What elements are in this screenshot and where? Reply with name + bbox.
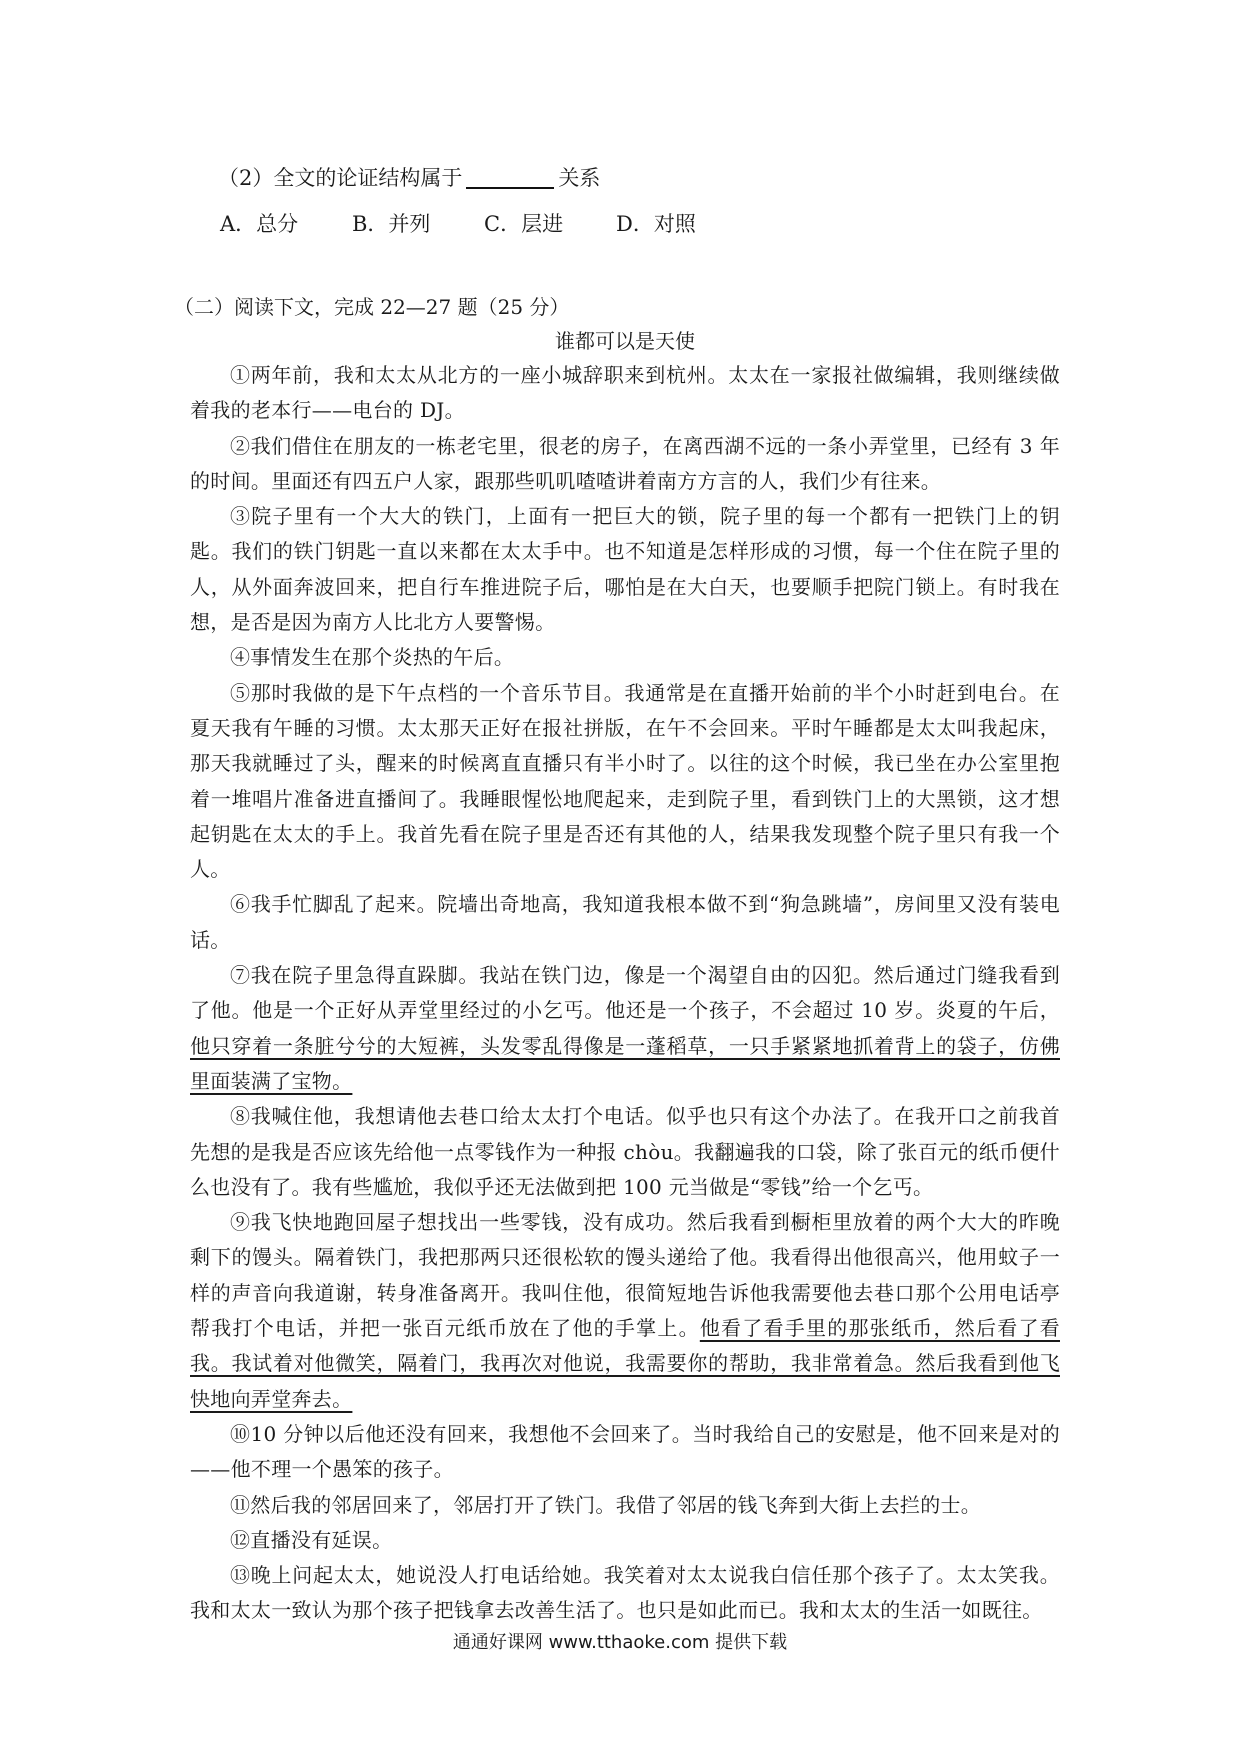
paragraph-text: ⑪然后我的邻居回来了，邻居打开了铁门。我借了邻居的钱飞奔到大街上去拦的士。: [230, 1492, 982, 1517]
paragraph-text: ⑧我喊住他，我想请他去巷口给太太打个电话。似乎也只有这个办法了。在我开口之前我首先想的是我是否应该先给他一点零钱作为一种报 chòu。我翻遍我的口袋，除了张百元的纸币便什么也没有了。我有些尴尬，我似乎还无法做到把 100 元当做是“零钱”给一个乞丐。: [190, 1104, 1060, 1199]
reading-section: [174, 290, 1060, 1629]
paragraph-text: ⑥我手忙脚乱了起来。院墙出奇地高，我知道我根本做不到“狗急跳墙”，房间里又没有装电话。: [190, 892, 1060, 952]
paragraph-text: ②我们借住在朋友的一栋老宅里，很老的房子，在离西湖不远的一条小弄堂里，已经有 3 年的时间。里面还有四五户人家，跟那些叽叽喳喳讲着南方方言的人，我们少有往来。: [190, 433, 1060, 493]
paragraph-text: ⑩10 分钟以后他还没有回来，我想他不会回来了。当时我给自己的安慰是，他不回来是对的——他不理一个愚笨的孩子。: [190, 1421, 1060, 1482]
article-paragraph: [190, 640, 1060, 675]
article-paragraph: [190, 1523, 1060, 1558]
section-heading: （二）阅读下文，完成 22—27 题（25 分）: [174, 295, 570, 319]
article-paragraph: [190, 358, 1060, 429]
option-b: B．并列: [352, 212, 431, 236]
underlined-sentence: 他看了看手里的那张纸币，然后看了看我。我试着对他微笑，隔着门，我再次对他说，我需要你的帮助，我非常着急。然后我看到他飞快地向弄堂奔去。: [190, 1316, 1060, 1411]
question-2-stem: [190, 160, 1060, 196]
paragraph-text: ⑫直播没有延误。: [230, 1527, 393, 1552]
article-paragraph: [190, 676, 1060, 888]
question-2-suffix: 关系: [558, 166, 601, 190]
article-paragraph: [190, 1099, 1060, 1205]
footer-credit: 通通好课网 www.tthaoke.com 提供下载: [452, 1632, 788, 1653]
article-paragraph: [190, 1488, 1060, 1523]
article-body: [190, 358, 1060, 1629]
answer-blank: [466, 165, 554, 189]
article-paragraph: [190, 429, 1060, 500]
option-c: C．层进: [484, 212, 564, 236]
article-paragraph: [190, 958, 1060, 1099]
article-paragraph: [190, 1417, 1060, 1488]
question-2-options: [190, 206, 1060, 242]
underlined-sentence: 他只穿着一条脏兮兮的大短裤，头发零乱得像是一蓬稻草，一只手紧紧地抓着背上的袋子，仿佛里面装满了宝物。: [190, 1033, 1060, 1093]
option-a: A．总分: [220, 212, 299, 236]
paragraph-text: ⑬晚上问起太太，她说没人打电话给她。我笑着对太太说我白信任那个孩子了。太太笑我。我和太太一致认为那个孩子把钱拿去改善生活了。也只是如此而已。我和太太的生活一如既往。: [190, 1563, 1060, 1623]
paragraph-text: ⑤那时我做的是下午点档的一个音乐节目。我通常是在直播开始前的半个小时赶到电台。在夏天我有午睡的习惯。太太那天正好在报社拼版，在午不会回来。平时午睡都是太太叫我起床，那天我就睡过了头，醒来的时候离直直播只有半小时了。以往的这个时候，我已坐在办公室里抱着一堆唱片准备进直播间了。我睡眼惺忪地爬起来，走到院子里，看到铁门上的大黑锁，这才想起钥匙在太太的手上。我首先看在院子里是否还有其他的人，结果我发现整个院子里只有我一个人。: [190, 680, 1060, 882]
question-2: [190, 160, 1060, 242]
question-2-prefix: （2）全文的论证结构属于: [218, 166, 463, 190]
paragraph-text: ①两年前，我和太太从北方的一座小城辞职来到杭州。太太在一家报社做编辑，我则继续做着我的老本行——电台的 DJ。: [190, 363, 1060, 423]
article-paragraph: [190, 887, 1060, 958]
article-title: 谁都可以是天使: [555, 329, 695, 353]
option-d: D．对照: [616, 212, 696, 236]
paragraph-text: ⑨我飞快地跑回屋子想找出一些零钱，没有成功。然后我看到橱柜里放着的两个大大的昨晚剩下的馒头。隔着铁门，我把那两只还很松软的馒头递给了他。我看得出他很高兴，他用蚊子一样的声音向我道谢，转身准备离开。我叫住他，很简短地告诉他我需要他去巷口那个公用电话亭帮我打个电话，并把一张百元纸币放在了他的手掌上。: [190, 1210, 1060, 1341]
article-paragraph: [190, 1558, 1060, 1629]
paragraph-text: ③院子里有一个大大的铁门，上面有一把巨大的锁，院子里的每一个都有一把铁门上的钥匙。我们的铁门钥匙一直以来都在太太手中。也不知道是怎样形成的习惯，每一个住在院子里的人，从外面奔波回来，把自行车推进院子后，哪怕是在大白天，也要顺手把院门锁上。有时我在想，是否是因为南方人比北方人要警惕。: [190, 504, 1060, 635]
article-paragraph: [190, 1205, 1060, 1417]
paragraph-text: ④事情发生在那个炎热的午后。: [230, 645, 515, 670]
article-paragraph: [190, 499, 1060, 640]
paragraph-text: ⑦我在院子里急得直跺脚。我站在铁门边，像是一个渴望自由的囚犯。然后通过门缝我看到了他。他是一个正好从弄堂里经过的小乞丐。他还是一个孩子，不会超过 10 岁。炎夏的午后，: [190, 963, 1060, 1023]
